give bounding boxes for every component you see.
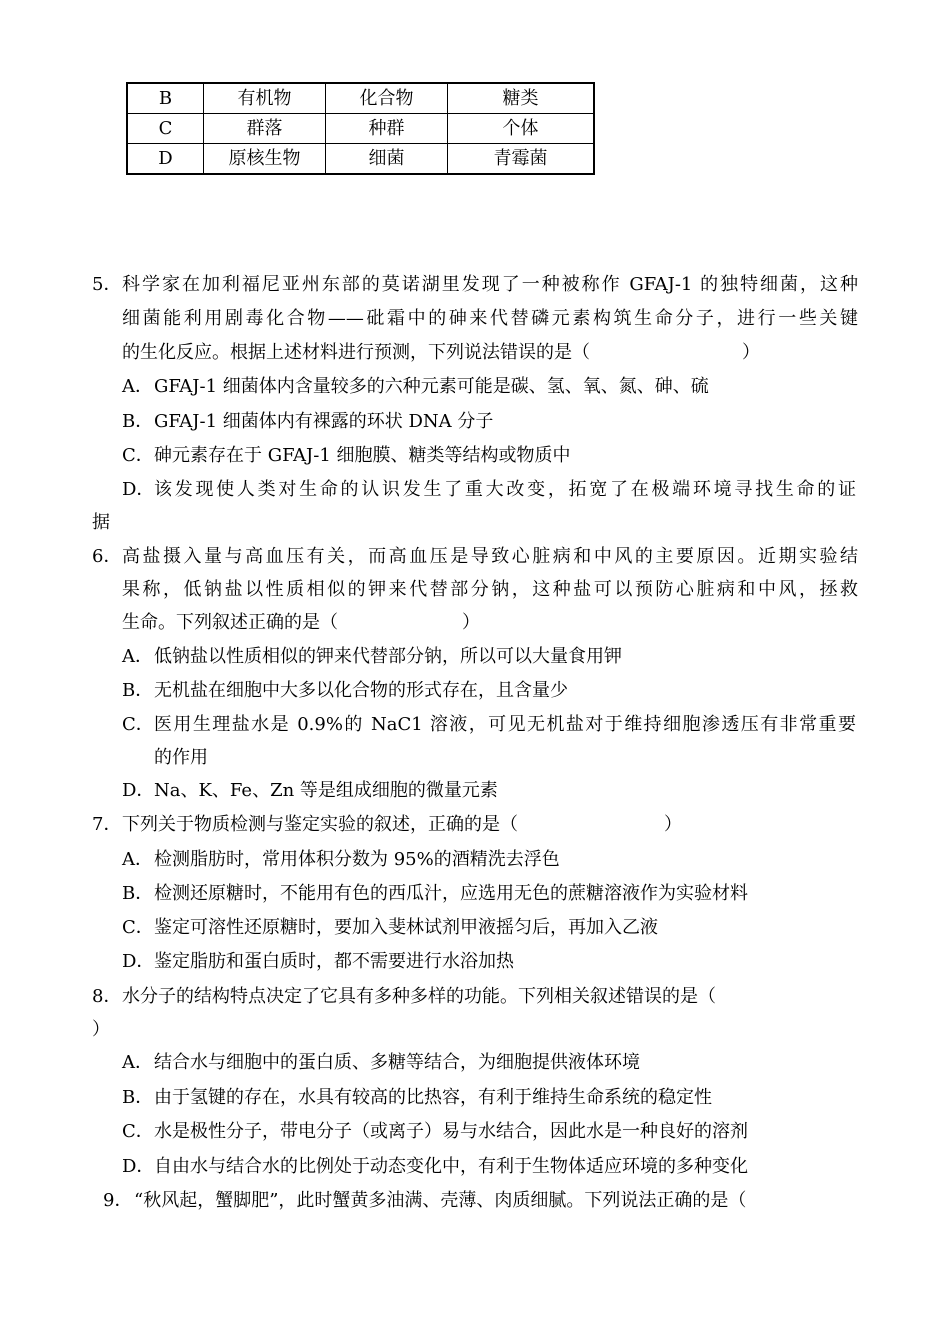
- option-label: D．: [122, 780, 155, 801]
- option-text-continuation: 据: [92, 512, 110, 533]
- option-text: Na、K、Fe、Zn 等是组成细胞的微量元素: [154, 780, 498, 801]
- table-cell: 群落: [204, 114, 326, 144]
- option-label: A．: [122, 646, 153, 667]
- option-text: 检测还原糖时，不能用有色的西瓜汁，应选用无色的蔗糖溶液作为实验材料: [154, 883, 748, 904]
- table-row: [127, 83, 594, 114]
- option-label: C．: [122, 917, 154, 938]
- option-label: B．: [122, 680, 154, 701]
- option-text: 医用生理盐水是 0.9%的 NaC1 溶液，可见无机盐对于维持细胞渗透压有非常重要: [154, 714, 856, 735]
- classification-table: [126, 82, 595, 175]
- question-8-stem: 水分子的结构特点决定了它具有多种多样的功能。下列相关叙述错误的是（: [122, 986, 716, 1007]
- option-text: 无机盐在细胞中大多以化合物的形式存在，且含量少: [154, 680, 568, 701]
- option-label: B．: [122, 1087, 154, 1108]
- table-cell: C: [127, 114, 204, 144]
- option-text: GFAJ-1 细菌体内有裸露的环状 DNA 分子: [154, 411, 494, 432]
- option-text-continuation: 的作用: [154, 747, 208, 768]
- option-label: A．: [122, 849, 153, 870]
- question-5-number: 5．: [92, 274, 122, 295]
- question-6-number: 6．: [92, 546, 122, 567]
- option-label: C．: [122, 714, 154, 735]
- option-label: A．: [122, 1052, 153, 1073]
- table-cell: 有机物: [204, 83, 326, 114]
- table-cell: 细菌: [326, 144, 448, 175]
- table-cell: 化合物: [326, 83, 448, 114]
- option-text: 该发现使人类对生命的认识发生了重大改变，拓宽了在极端环境寻找生命的证: [154, 479, 856, 500]
- table-cell: D: [127, 144, 204, 175]
- option-text: GFAJ-1 细菌体内含量较多的六种元素可能是碳、氢、氧、氮、砷、硫: [154, 376, 709, 397]
- question-8-number: 8．: [92, 986, 122, 1007]
- table-cell: 青霉菌: [448, 144, 595, 175]
- table-cell: 糖类: [448, 83, 595, 114]
- question-7-stem: 下列关于物质检测与鉴定实验的叙述，正确的是（: [122, 814, 518, 835]
- question-9-stem: “秋风起，蟹脚肥”，此时蟹黄多油满、壳薄、肉质细腻。下列说法正确的是（: [134, 1190, 747, 1211]
- question-6-stem-line: 果称，低钠盐以性质相似的钾来代替部分钠，这种盐可以预防心脏病和中风，拯救: [122, 579, 858, 600]
- table-cell: 种群: [326, 114, 448, 144]
- option-text: 水是极性分子，带电分子（或离子）易与水结合，因此水是一种良好的溶剂: [154, 1121, 748, 1142]
- option-label: A．: [122, 376, 153, 397]
- question-6-stem-line: 高盐摄入量与高血压有关，而高血压是导致心脏病和中风的主要原因。近期实验结: [122, 546, 858, 567]
- option-label: D．: [122, 1156, 155, 1177]
- option-label: B．: [122, 883, 154, 904]
- table-cell: 原核生物: [204, 144, 326, 175]
- option-text: 鉴定脂肪和蛋白质时，都不需要进行水浴加热: [154, 951, 514, 972]
- option-text: 砷元素存在于 GFAJ-1 细胞膜、糖类等结构或物质中: [154, 445, 571, 466]
- option-label: C．: [122, 445, 154, 466]
- answer-blank-close: ）: [742, 342, 760, 363]
- option-text: 结合水与细胞中的蛋白质、多糖等结合，为细胞提供液体环境: [154, 1052, 640, 1073]
- question-5-stem-line: 科学家在加利福尼亚州东部的莫诺湖里发现了一种被称作 GFAJ-1 的独特细菌，这种: [122, 274, 858, 295]
- table-cell: 个体: [448, 114, 595, 144]
- option-label: D．: [122, 479, 155, 500]
- question-5-stem-line: 细菌能利用剧毒化合物——砒霜中的砷来代替磷元素构筑生命分子，进行一些关键: [122, 308, 858, 329]
- table-cell: B: [127, 83, 204, 114]
- option-text: 由于氢键的存在，水具有较高的比热容，有利于维持生命系统的稳定性: [154, 1087, 712, 1108]
- option-text: 鉴定可溶性还原糖时，要加入斐林试剂甲液摇匀后，再加入乙液: [154, 917, 658, 938]
- question-6-stem-line: 生命。下列叙述正确的是（: [122, 612, 338, 633]
- question-7-number: 7．: [92, 814, 122, 835]
- answer-blank-close: ）: [664, 814, 682, 835]
- answer-blank-close: ）: [462, 612, 480, 633]
- question-5-stem-line: 的生化反应。根据上述材料进行预测，下列说法错误的是（: [122, 342, 590, 363]
- table-row: [127, 114, 594, 144]
- option-text: 检测脂肪时，常用体积分数为 95%的酒精洗去浮色: [154, 849, 560, 870]
- table-row: [127, 144, 594, 175]
- answer-blank-close: ）: [92, 1019, 110, 1040]
- question-9-number: 9．: [103, 1190, 133, 1211]
- option-label: C．: [122, 1121, 154, 1142]
- option-text: 自由水与结合水的比例处于动态变化中，有利于生物体适应环境的多种变化: [154, 1156, 748, 1177]
- option-label: D．: [122, 951, 155, 972]
- option-label: B．: [122, 411, 154, 432]
- option-text: 低钠盐以性质相似的钾来代替部分钠，所以可以大量食用钾: [154, 646, 622, 667]
